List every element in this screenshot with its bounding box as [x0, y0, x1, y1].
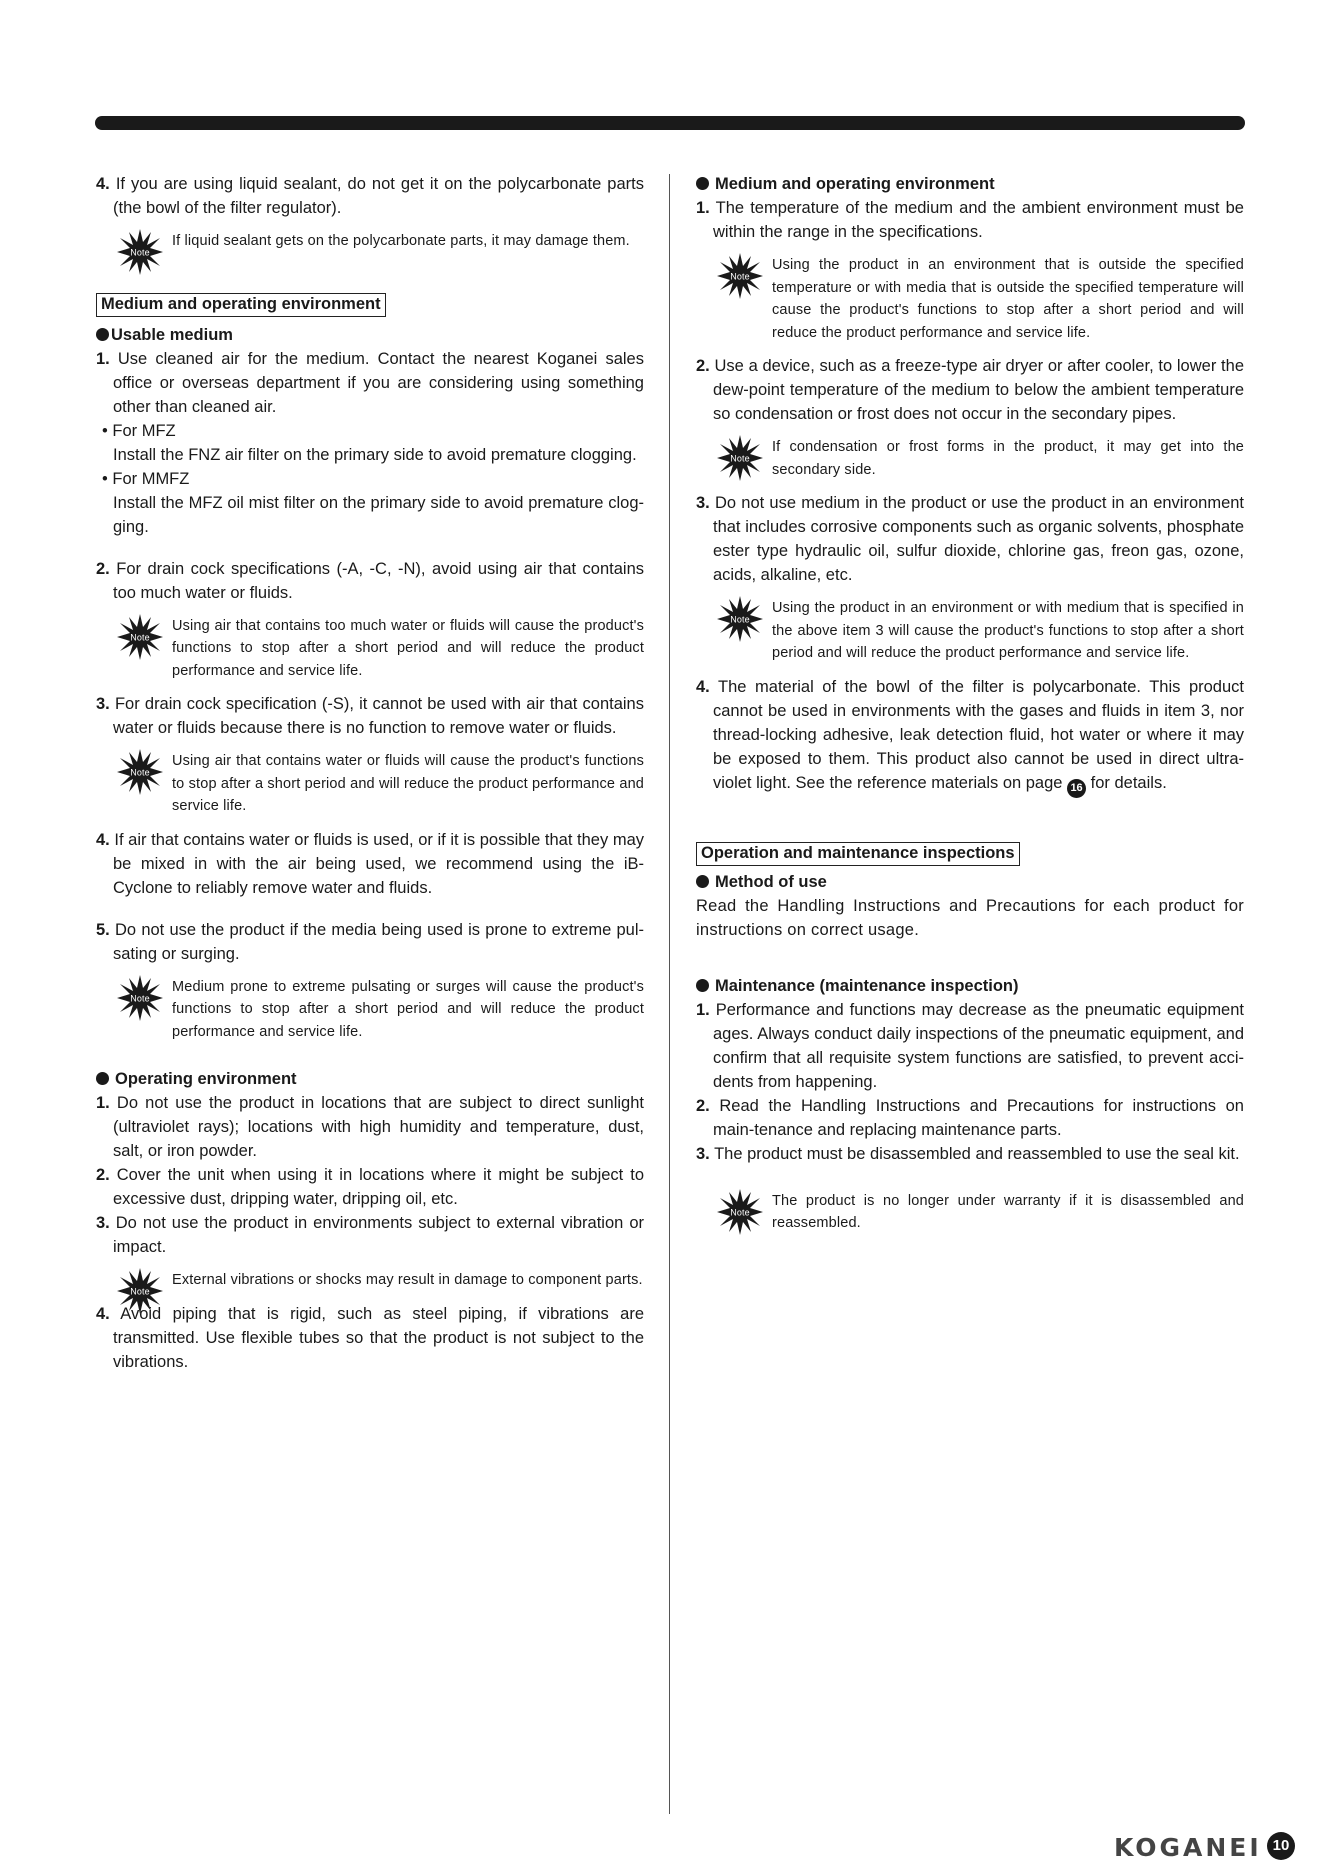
note-burst-icon	[716, 595, 764, 643]
note-text: Using the product in an environment or with medium that is specified in the above item 3 will cause the product's functions to stop after a short period and will reduce the product performance and service life.	[772, 600, 1244, 661]
note-label: Note	[730, 453, 750, 464]
note-label: Note	[130, 247, 150, 258]
operating-item-2: 2. Cover the unit when using it in locations where it might be subject to excessive dust, dripping water, dripping oil, etc.	[96, 1166, 644, 1208]
note-burst-icon	[716, 252, 764, 300]
column-divider	[669, 174, 670, 1814]
note-block	[716, 436, 1244, 481]
sealant-item	[96, 172, 644, 220]
note-label: Note	[130, 993, 150, 1003]
item-number: 4.	[96, 175, 110, 193]
note-text: If condensation or frost forms in the product, it may get into the secondary side.	[772, 439, 1244, 478]
maintenance-item-3: 3. The product must be disassembled and reassembled to use the seal kit.	[696, 1144, 1240, 1163]
note-text: If liquid sealant gets on the polycarbonate parts, it may damage them.	[172, 233, 630, 249]
operating-item-4: 4. Avoid piping that is rigid, such as steel piping, if vibrations are transmitted. Use flexible tubes so that the product is not subject to the vibrations.	[96, 1304, 644, 1371]
note-label: Note	[130, 1286, 150, 1297]
sub-heading-medium-env: Medium and operating environment	[696, 172, 1244, 196]
note-text: Using air that contains too much water or fluids will cause the product's functions to stop after a short period and will reduce the product performance and service life.	[172, 617, 644, 679]
note-text: Medium prone to extreme pulsating or surges will cause the product's functions to stop after a short period and will reduce the product performance and service life.	[172, 978, 644, 1040]
maintenance-item-1: 1. Performance and functions may decrease as the pneumatic equipment ages. Always conduct daily inspections of the pneumatic equipment, and confirm that all requisite system functions are satisfied, to prevent acci-dents from happening.	[696, 1000, 1244, 1091]
note-block	[116, 230, 644, 258]
note-label: Note	[730, 271, 750, 282]
note-label: Note	[130, 632, 150, 642]
usable-item-3: 3. For drain cock specification (-S), it cannot be used with air that contains water or fluids because there is no function to remove water or fluids.	[96, 695, 644, 737]
note-burst-icon	[116, 228, 164, 276]
bullet-mmfz-text: Install the MFZ oil mist filter on the primary side to avoid premature clog-ging.	[113, 493, 644, 536]
section-title: Medium and operating environment	[96, 293, 386, 317]
note-text: Using air that contains water or fluids will cause the product's functions to stop after a short period and will reduce the product performance and service life.	[172, 753, 644, 814]
sub-heading-maintenance: Maintenance (maintenance inspection)	[696, 974, 1244, 998]
brand-logo: KOGANEI	[1114, 1833, 1262, 1862]
sub-heading-operating-environment: Operating environment	[96, 1067, 644, 1091]
item-text: If you are using liquid sealant, do not get it on the polycarbonate parts (the bowl of the filter regulator).	[113, 175, 644, 217]
note-burst-icon	[716, 1188, 764, 1236]
note-block	[716, 597, 1244, 665]
bullet-mmfz: • For MMFZ	[102, 469, 190, 488]
bullet-dot-icon	[96, 328, 109, 341]
operating-item-3: 3. Do not use the product in environments subject to external vibration or impact.	[96, 1214, 644, 1256]
note-label: Note	[130, 767, 150, 778]
bullet-dot-icon	[696, 979, 709, 992]
section-title: Operation and maintenance inspections	[696, 842, 1020, 866]
bullet-dot-icon	[96, 1072, 109, 1085]
note-block	[116, 1269, 644, 1297]
sub-heading-method: Method of use	[696, 870, 1244, 894]
medium-item-3: 3. Do not use medium in the product or use the product in an environment that includes corrosive components such as organic solvents, phosphate ester type hydraulic oil, sulfur dioxide, chlorine gas, freon gas, ozone, acids, alkaline, etc.	[696, 494, 1245, 584]
note-burst-icon	[116, 974, 164, 1022]
header-rule	[95, 116, 1245, 130]
note-block	[116, 976, 644, 1044]
note-burst-icon	[716, 434, 764, 482]
right-column	[696, 172, 1244, 1245]
bullet-mfz-text: Install the FNZ air filter on the primary side to avoid premature clogging.	[113, 445, 637, 464]
left-column	[96, 172, 644, 1374]
note-burst-icon	[116, 613, 164, 661]
note-block	[116, 615, 644, 683]
note-block	[716, 254, 1244, 344]
note-text: External vibrations or shocks may result in damage to component parts.	[172, 1272, 643, 1288]
note-label: Note	[730, 614, 750, 625]
note-text: Using the product in an environment that is outside the specified temperature or with media that is outside the specified temperature will cause the product's functions to stop after a short period and will reduce the product performance and service life.	[772, 257, 1244, 341]
usable-item-2: 2. For drain cock specifications (-A, -C, -N), avoid using air that contains too much water or fluids.	[96, 559, 644, 602]
medium-item-2: 2. Use a device, such as a freeze-type air dryer or after cooler, to lower the dew-point temperature of the medium to below the ambient temperature so condensation or frost does not occur in the secondary pipes.	[696, 357, 1244, 423]
page-ref-badge: 16	[1067, 779, 1086, 798]
medium-item-1: 1. The temperature of the medium and the ambient environment must be within the range in the specifications.	[696, 199, 1244, 241]
operating-item-1: 1. Do not use the product in locations that are subject to direct sunlight (ultraviolet rays); locations with high humidity and temperature, dust, salt, or iron powder.	[96, 1094, 644, 1160]
note-text: The product is no longer under warranty if it is disassembled and reassembled.	[772, 1192, 1244, 1231]
bullet-dot-icon	[696, 177, 709, 190]
method-text: Read the Handling Instructions and Precautions for each product for instructions on correct usage.	[696, 896, 1244, 939]
sub-heading-usable-medium: Usable medium	[96, 323, 644, 347]
note-burst-icon	[116, 1267, 164, 1315]
page-number: 10	[1267, 1832, 1295, 1860]
note-label: Note	[730, 1207, 750, 1217]
note-burst-icon	[116, 748, 164, 796]
medium-item-4: 4. The material of the bowl of the filter is polycarbonate. This product cannot be used in environments with the gases and fluids in item 3, nor thread-locking adhesive, leak detection fluid, hot water or where it may be exposed to them. This product also cannot be used in direct ultra-violet light. See the reference materials on page 16 for details.	[696, 675, 1244, 798]
bullet-mfz: • For MFZ	[102, 421, 176, 440]
usable-item-5: 5. Do not use the product if the media being used is prone to extreme pul-sating or surging.	[96, 920, 644, 963]
note-block	[716, 1190, 1244, 1235]
maintenance-item-2: 2. Read the Handling Instructions and Precautions for instructions on main-tenance and replacing maintenance parts.	[696, 1096, 1244, 1139]
usable-item-4: 4. If air that contains water or fluids is used, or if it is possible that they may be mixed in with the air being used, we recommend using the iB-Cyclone to reliably remove water and fluids.	[96, 830, 644, 897]
usable-item-1: 1. Use cleaned air for the medium. Contact the nearest Koganei sales office or overseas department if you are considering using something other than cleaned air.	[96, 349, 644, 416]
bullet-dot-icon	[696, 875, 709, 888]
note-block	[116, 750, 644, 818]
